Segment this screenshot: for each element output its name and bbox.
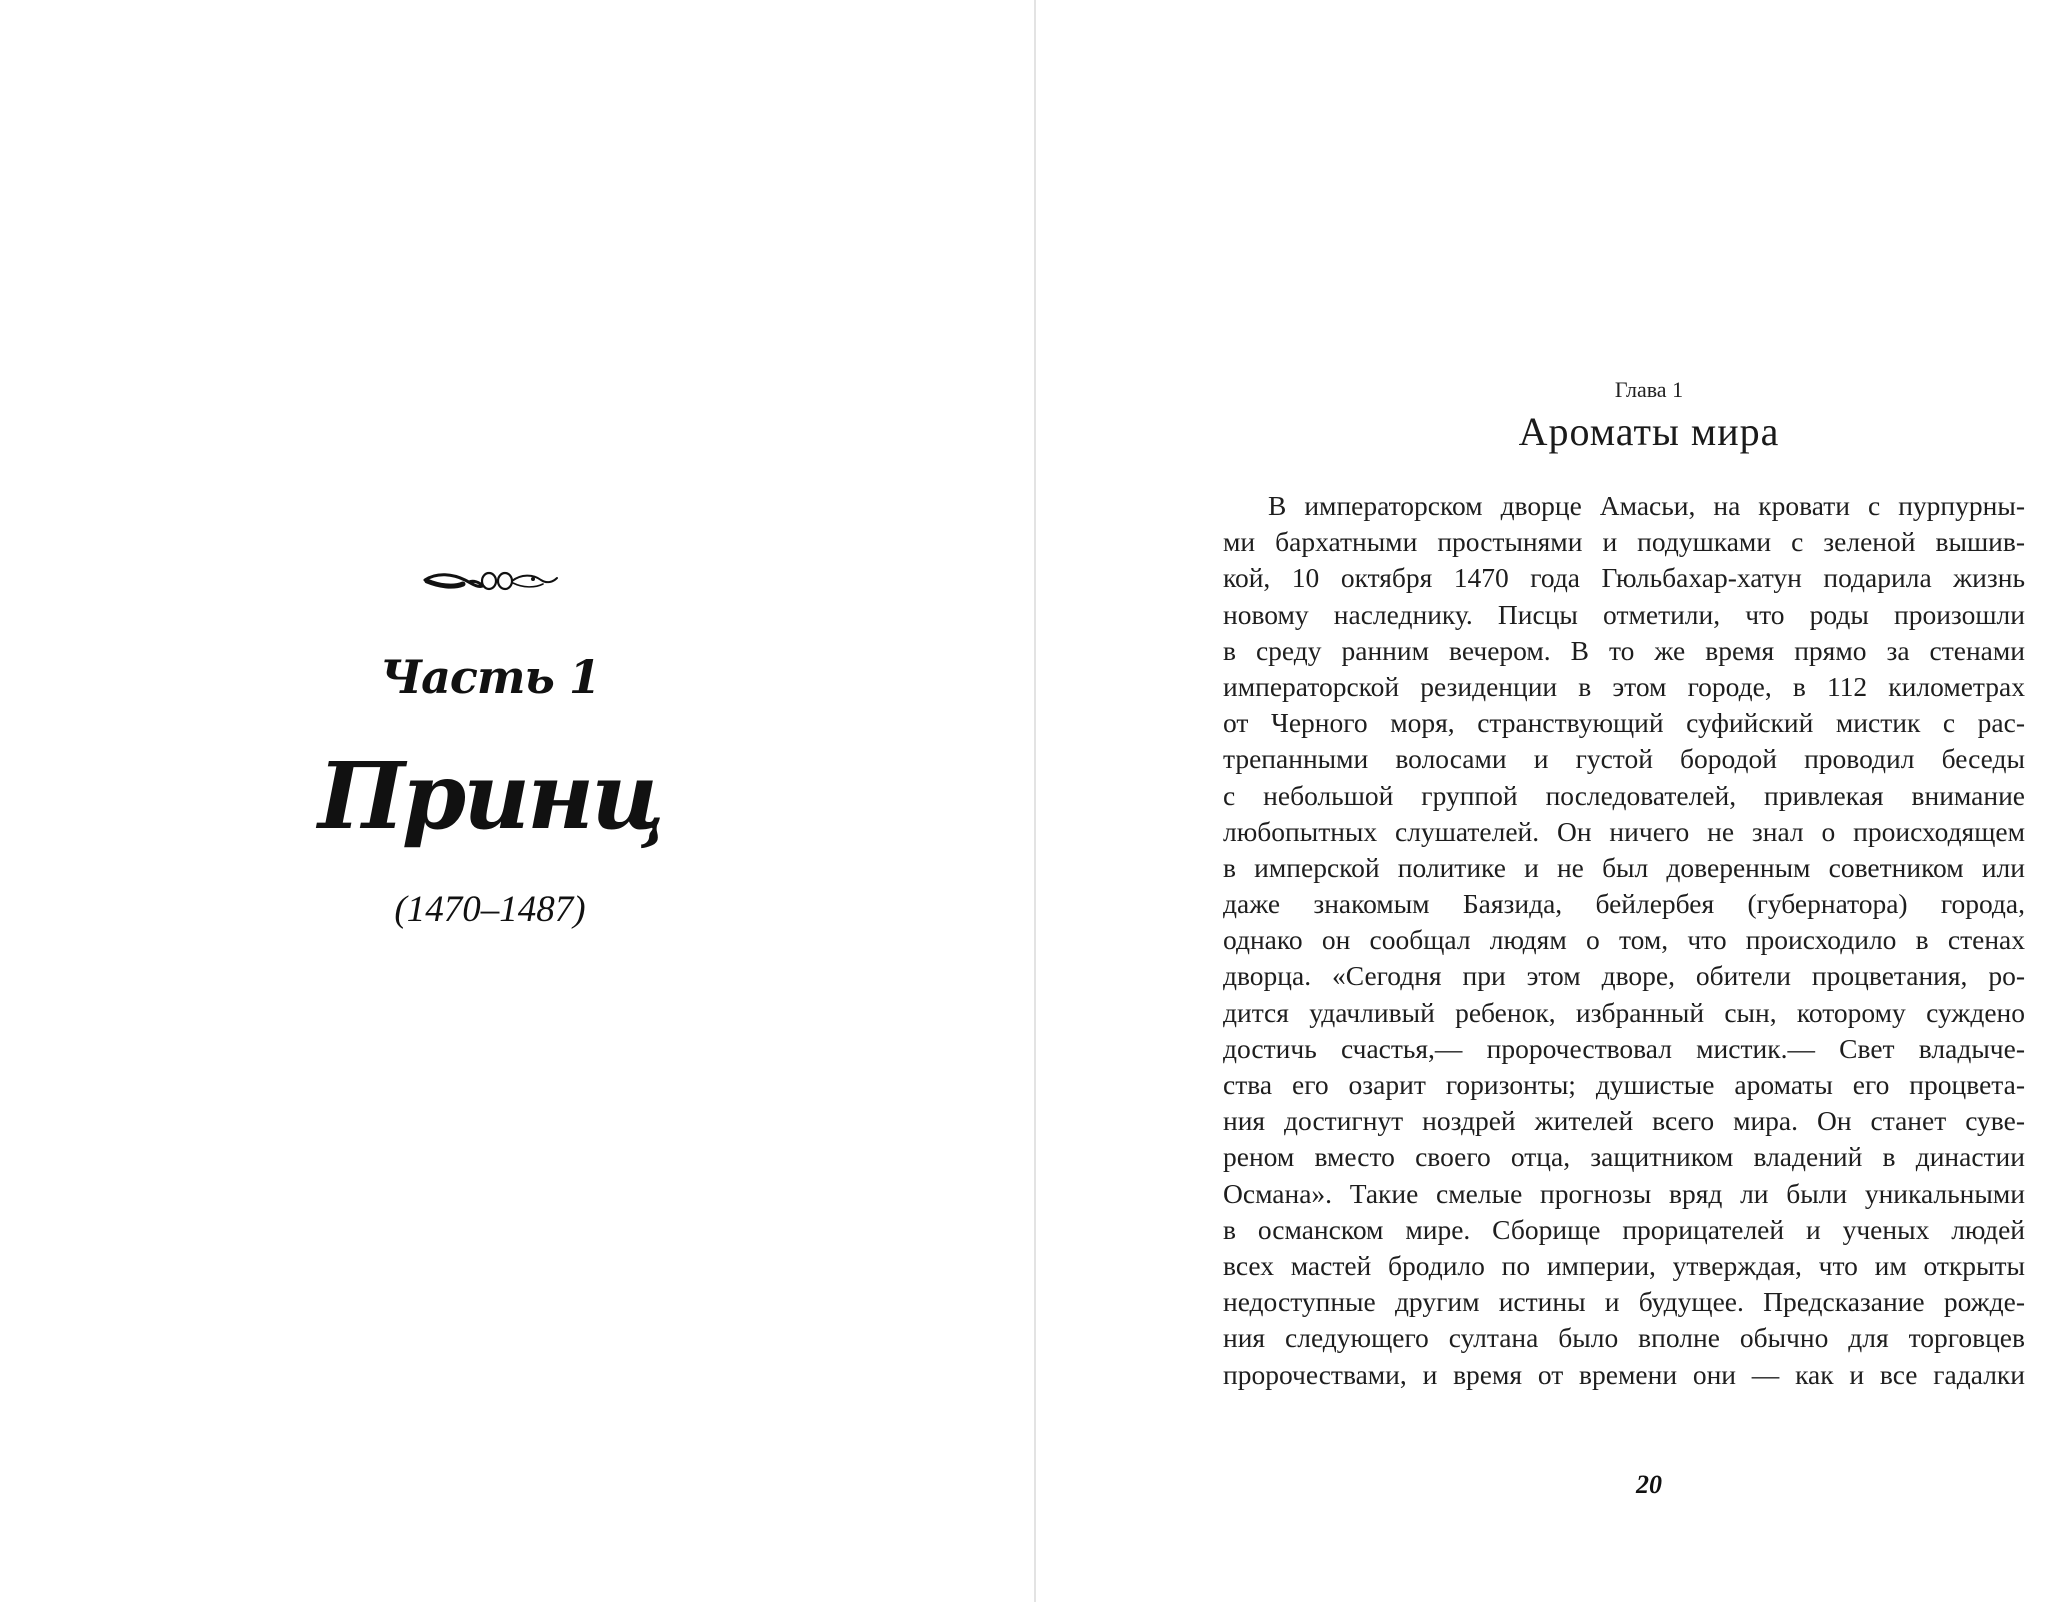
text-line: от Черного моря, странствующий суфийский мистик с рас-	[1223, 707, 2025, 739]
text-line: ния следующего султана было вполне обычно для торговцев	[1223, 1322, 2025, 1354]
text-line: императорской резиденции в этом городе, в 112 километрах	[1223, 670, 2025, 702]
text-line: дится удачливый ребенок, избранный сын, которому суждено	[1223, 996, 2025, 1028]
text-line: в среду ранним вечером. В то же время прямо за стенами	[1223, 634, 2025, 666]
text-line: ства его озарит горизонты; душистые ароматы его процвета-	[1223, 1069, 2025, 1100]
body-text	[1223, 488, 2025, 1393]
text-line: в османском мире. Сборище прорицателей и ученых людей	[1223, 1213, 2025, 1245]
left-page	[0, 0, 1034, 1602]
right-page	[1036, 0, 2070, 1602]
text-line: любопытных слушателей. Он ничего не знал о происходящем	[1223, 815, 2025, 847]
text-line: новому наследнику. Писцы отметили, что роды произошли	[1223, 598, 2025, 630]
text-line: ми бархатными простынями и подушками с зеленой вышив-	[1223, 526, 2025, 558]
chapter-title: Ароматы мира	[1518, 409, 1780, 454]
flourish-ornament-icon	[423, 564, 559, 598]
part-title: Принц	[317, 742, 663, 850]
part-years: (1470–1487)	[394, 889, 586, 930]
text-line: трепанными волосами и густой бородой проводил беседы	[1223, 743, 2025, 775]
text-line: даже знакомым Баязида, бейлербея (губернатора) города,	[1223, 888, 2025, 920]
text-line: кой, 10 октября 1470 года Гюльбахар-хатун подарила жизнь	[1223, 562, 2025, 594]
text-line: реном вместо своего отца, защитником владений в династии	[1223, 1141, 2025, 1173]
text-line: В императорском дворце Амасьи, на кровати с пурпурны-	[1268, 490, 2025, 521]
part-label: Часть 1	[380, 650, 600, 704]
text-line: недоступные другим истины и будущее. Предсказание рожде-	[1223, 1286, 2025, 1318]
text-line: однако он сообщал людям о том, что происходило в стенах	[1223, 924, 2025, 956]
text-line: в имперской политике и не был доверенным советником или	[1223, 851, 2025, 883]
chapter-label: Глава 1	[1614, 377, 1684, 402]
text-line: всех мастей бродило по империи, утверждая, что им открыты	[1223, 1249, 2025, 1281]
text-line: с небольшой группой последователей, привлекая внимание	[1223, 779, 2025, 811]
text-line: пророчествами, и время от времени они — как и все гадалки	[1223, 1358, 2025, 1390]
text-line: Османа». Такие смелые прогнозы вряд ли были уникальными	[1223, 1177, 2025, 1209]
text-line: ния достигнут ноздрей жителей всего мира. Он станет суве-	[1223, 1105, 2025, 1137]
page-number: 20	[1636, 1470, 1662, 1499]
text-line: дворца. «Сегодня при этом дворе, обители процветания, ро-	[1223, 960, 2025, 992]
text-line: достичь счастья,— пророчествовал мистик.— Свет владыче-	[1223, 1032, 2025, 1064]
